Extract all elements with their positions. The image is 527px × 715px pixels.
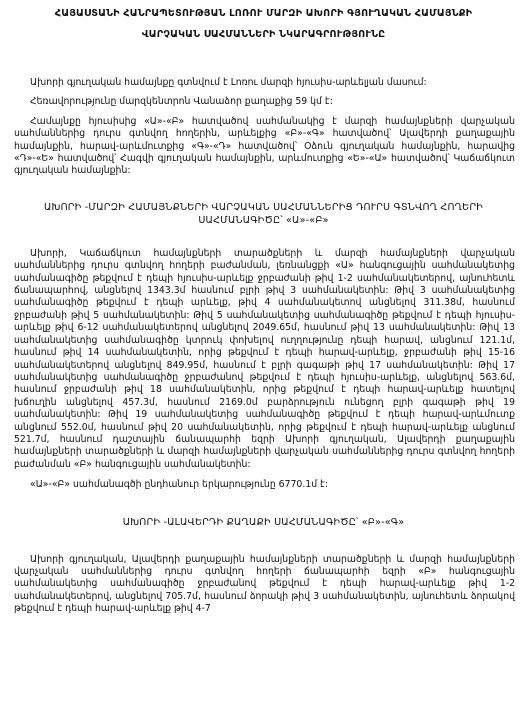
section1-heading: ԱԽՈՐԻ -ՄԱՐԶԻ ՀԱՄԱՅՆՔՆԵՐԻ ՎԱՐՉԱԿԱՆ ՍԱՀՄԱՆՆԵՐԻՑ ԴՈՒՐՍ ԳՏՆՎՈՂ ՀՈՂԵՐԻ ՍԱՀՄԱՆԱԳԻԾԸ՝ «Ա»-«Բ»	[43, 201, 484, 226]
intro-neighbors: Համայնքը հյուսիսից «Ա»-«Բ» հատվածով սահմանակից է մարզի համայնքների վարչական սահմաններից դուրս գտնվող հողերին, արևելքից «Բ»-«Գ» հատվածով՝ Ալավերդի քաղաքային համայնքին, հարավ-արևմուտքից «Գ»-«Դ» հատվածով՝ Օձուն գյուղական համայնքին, հարավից «Դ»-«Ե» հատվածով՝ Հագվի գյուղական համայնքին, արևմուտքից «Ե»-«Ա» հատվածով՝ Կաճաճկուտ գյուղական համայնքին:	[14, 115, 515, 177]
section2-body: Ախորի գյուղական, Ալավերդի քաղաքային համայնքների տարածքների և մարզի համայնքների վարչական սահմաններից դուրս գտնվող հողերի ճանապարհի եզրի «Բ» հանգուցային սահմանակետից սահմանագիծը ջրբաժանով թեքվում է դեպի հարավ-արևելք թիվ 1-2 սահմանակետերով, անցնելով 705.7մ, հասնում ձորակի թիվ 3 սահմանակետին, այնուհետև ձորակով թեքվում է դեպի հարավ-արևելք թիվ 4-7	[14, 553, 515, 615]
document-title: ՀԱՅԱՍՏԱՆԻ ՀԱՆՐԱՊԵՏՈՒԹՅԱՆ ԼՈՌՈՒ ՄԱՐԶԻ ԱԽՈՐԻ ԳՅՈՒՂԱԿԱՆ ՀԱՄԱՅՆՔԻ	[54, 8, 473, 19]
section2-heading: ԱԽՈՐԻ -ԱԼԱՎԵՐԴԻ ՔԱՂԱՔԻ ՍԱՀՄԱՆԱԳԻԾԸ՝ «Բ»-«Գ»	[122, 516, 405, 528]
document-subtitle: ՎԱՐՉԱԿԱՆ ՍԱՀՄԱՆՆԵՐԻ ՆԿԱՐԱԳՐՈՒԹՅՈՒՆԸ	[141, 29, 386, 40]
intro-location: Ախորի գյուղական համայնքը գտնվում է Լոռու մարզի հյուսիս-արևելյան մասում:	[30, 77, 427, 88]
section1-total: «Ա»-«Բ» սահմանագծի ընդհանուր երկարությունը 6770.1մ է:	[30, 479, 328, 491]
intro-distance: Հեռավորությունը մարզկենտրոն Վանաձոր քաղաքից 59 կմ է:	[30, 96, 333, 108]
section1-body: Ախորի, Կաճաճկուտ համայնքների տարածքների և մարզի համայնքների վարչական սահմաններից դուրս գտնվող հողերի բաժանման, լեռնանցքի «Ա» հանգուցային սահմանակետից սահմանագիծը թեքվում է դեպի հյուսիս-արևելք ջրբաժանի թիվ 1-2 սահմանակետերով, այնուհետև ճանապարհով, անցնելով 1343.3մ հասնում բլրի թիվ 3 սահմանակետին: Թիվ 3 սահմանակետից սահմանագիծը թեքվում է դեպի արևելք, թիվ 4 սահմանակետով անցնելով 311.38մ, հասնում ջրբաժանի թիվ 5 սահմանակետին: Թիվ 5 սահմանակետից սահմանագիծը թեքվում է դեպի հյուսիս-արևելք թիվ 6-12 սահմանակետերով անցնելով 2049.65մ, հասնում թիվ 13 սահմանակետին: Թիվ 13 սահմանակետից սահմանագիծը կտրուկ փոխելով ուղղությունը դեպի հարավ, անցնում 121.1մ, հասնում թիվ 14 սահմանակետին, որից թեքվում է դեպի հարավ-արևելք, ջրբաժանի թիվ 15-16 սահմանակետերով անցնելով 849.95մ, հասնում է բլրի գագաթի թիվ 17 սահմանակետին: Թիվ 17 սահմանակետից սահմանագիծը ջրբաժանով թեքվում է դեպի հյուսիս-արևելք, անցնելով 563.6մ, հասնում ջրբաժանի թիվ 18 սահմանակետին, որից թեքվում է դեպի հարավ-արևելք հատելով խճուղին անցնելով 457.3մ, հասնում 2169.0մ բարձրություն ունեցող բլրի գագաթի թիվ 19 սահմանակետին: Թիվ 19 սահմանակետից սահմանագիծը թեքվում է դեպի հարավ-արևմուտք անցնում 552.0մ, հասնում թիվ 20 սահմանակետին, որից թեքվում է դեպի հարավ-արևելք անցնում 521.7մ, հասնում դաշտային ճանապարհի եզրի Ախորի գյուղական, Ալավերդի քաղաքային համայնքների տարածքների և մարզի համայնքների վարչական սահմաններից դուրս գտնվող հողերի բաժանման «Բ» հանգուցային սահմանակետին:	[14, 247, 515, 470]
